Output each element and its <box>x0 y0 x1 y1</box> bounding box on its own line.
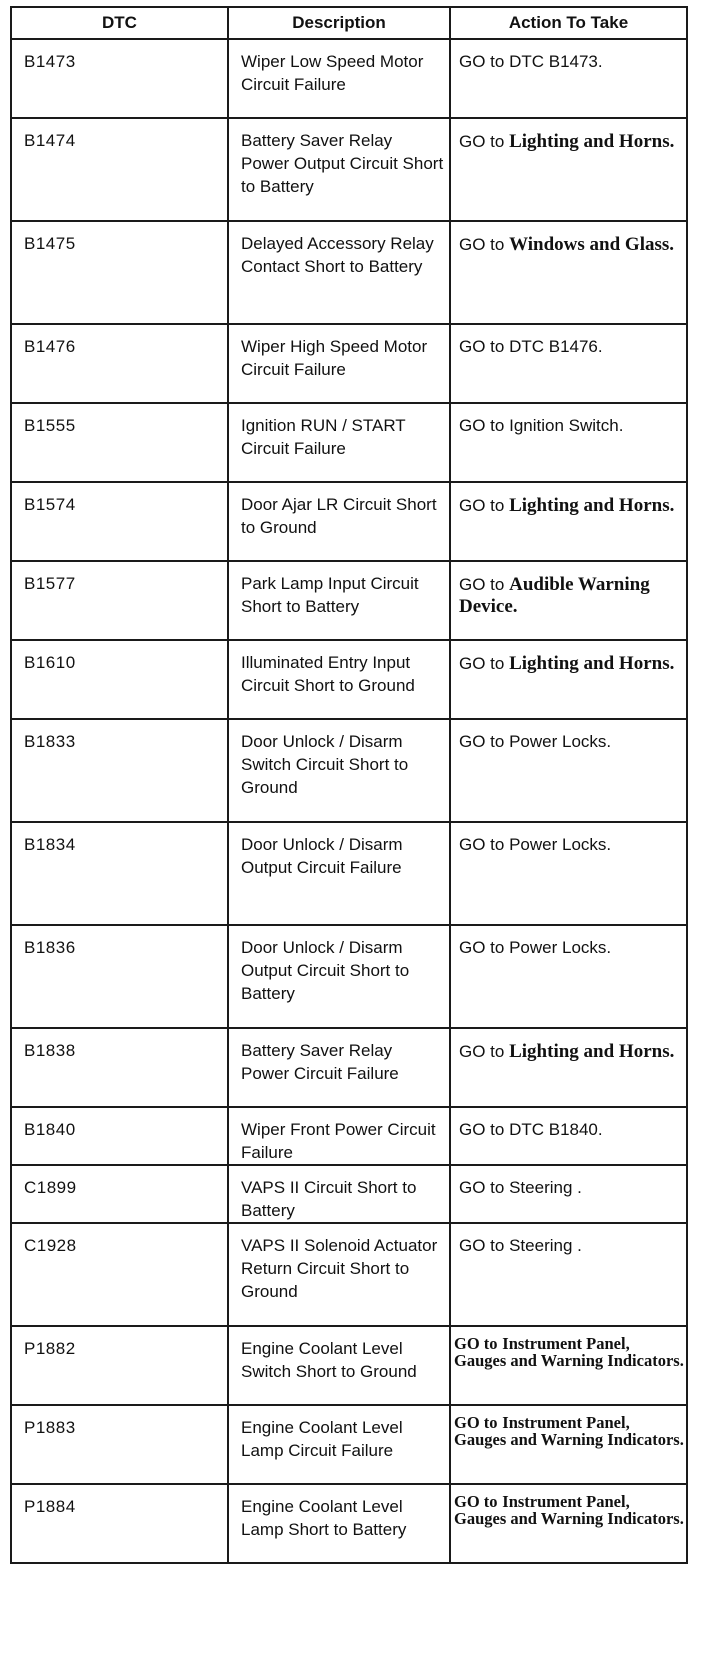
dtc-action <box>450 1223 687 1326</box>
dtc-action <box>450 221 687 324</box>
dtc-action <box>450 1326 687 1405</box>
dtc-code: P1882 <box>11 1326 228 1405</box>
dtc-description: Park Lamp Input Circuit Short to Battery <box>228 561 450 640</box>
header-row <box>11 7 687 39</box>
action-target: Steering . <box>509 1178 582 1197</box>
dtc-code: B1555 <box>11 403 228 482</box>
dtc-code: B1833 <box>11 719 228 822</box>
dtc-action <box>450 1405 687 1484</box>
table-row <box>11 118 687 221</box>
dtc-description: Ignition RUN / START Circuit Failure <box>228 403 450 482</box>
table-row <box>11 1484 687 1563</box>
dtc-description: VAPS II Solenoid Actuator Return Circuit Short to Ground <box>228 1223 450 1326</box>
dtc-action <box>450 118 687 221</box>
dtc-code: B1838 <box>11 1028 228 1107</box>
dtc-action <box>450 482 687 561</box>
dtc-code: B1610 <box>11 640 228 719</box>
dtc-action <box>450 719 687 822</box>
action-target: Power Locks. <box>509 938 612 957</box>
dtc-description: Door Unlock / Disarm Output Circuit Failure <box>228 822 450 925</box>
action-target: Ignition Switch. <box>509 416 624 435</box>
action-prefix: GO to <box>459 938 505 957</box>
action-target: Power Locks. <box>509 835 612 854</box>
action-prefix: GO to <box>459 416 505 435</box>
dtc-code: B1836 <box>11 925 228 1028</box>
table-row <box>11 719 687 822</box>
action-target: Windows and Glass. <box>509 234 675 255</box>
action-prefix: GO to <box>459 732 505 751</box>
table-row <box>11 822 687 925</box>
dtc-code: B1834 <box>11 822 228 925</box>
action-target: Lighting and Horns. <box>509 495 675 516</box>
dtc-table <box>10 6 688 1564</box>
table-row <box>11 640 687 719</box>
dtc-code: C1928 <box>11 1223 228 1326</box>
dtc-code: B1840 <box>11 1107 228 1165</box>
table-body <box>11 39 687 1563</box>
dtc-description: Engine Coolant Level Lamp Short to Battery <box>228 1484 450 1563</box>
action-prefix: GO to DTC B1473. <box>459 52 603 71</box>
action-target: Instrument Panel, Gauges and Warning Indicators. <box>454 1334 684 1370</box>
table-row <box>11 1165 687 1223</box>
dtc-description: Wiper Front Power Circuit Failure <box>228 1107 450 1165</box>
dtc-code: B1474 <box>11 118 228 221</box>
dtc-action <box>450 561 687 640</box>
action-target: Steering . <box>509 1236 582 1255</box>
table-row <box>11 39 687 118</box>
action-prefix: GO to <box>459 1236 505 1255</box>
action-prefix: GO to <box>459 235 505 254</box>
action-target: Lighting and Horns. <box>509 1041 675 1062</box>
dtc-action <box>450 925 687 1028</box>
dtc-action <box>450 324 687 403</box>
table-row <box>11 482 687 561</box>
dtc-code: B1475 <box>11 221 228 324</box>
action-target: Audible Warning Device. <box>459 574 650 617</box>
dtc-code: P1884 <box>11 1484 228 1563</box>
action-target: Instrument Panel, Gauges and Warning Indicators. <box>454 1492 684 1528</box>
dtc-code: B1476 <box>11 324 228 403</box>
table-row <box>11 1405 687 1484</box>
dtc-description: Battery Saver Relay Power Circuit Failure <box>228 1028 450 1107</box>
table-row <box>11 403 687 482</box>
table-row <box>11 1028 687 1107</box>
action-prefix: GO to <box>454 1413 498 1432</box>
action-target: Lighting and Horns. <box>509 131 675 152</box>
table-row <box>11 1223 687 1326</box>
table-row <box>11 1326 687 1405</box>
dtc-code: C1899 <box>11 1165 228 1223</box>
dtc-code: B1577 <box>11 561 228 640</box>
dtc-description: Illuminated Entry Input Circuit Short to Ground <box>228 640 450 719</box>
action-target: Power Locks. <box>509 732 612 751</box>
dtc-description: Delayed Accessory Relay Contact Short to Battery <box>228 221 450 324</box>
action-prefix: GO to <box>454 1492 498 1511</box>
action-prefix: GO to <box>459 654 505 673</box>
dtc-description: Door Unlock / Disarm Switch Circuit Short to Ground <box>228 719 450 822</box>
dtc-description: Wiper Low Speed Motor Circuit Failure <box>228 39 450 118</box>
dtc-code: P1883 <box>11 1405 228 1484</box>
dtc-action <box>450 640 687 719</box>
action-prefix: GO to <box>454 1334 498 1353</box>
dtc-description: Battery Saver Relay Power Output Circuit Short to Battery <box>228 118 450 221</box>
dtc-action <box>450 1028 687 1107</box>
table-row <box>11 221 687 324</box>
dtc-code: B1574 <box>11 482 228 561</box>
action-prefix: GO to <box>459 132 505 151</box>
table-row <box>11 925 687 1028</box>
action-prefix: GO to <box>459 496 505 515</box>
header-description: Description <box>228 7 450 39</box>
dtc-action <box>450 822 687 925</box>
dtc-action <box>450 403 687 482</box>
action-prefix: GO to DTC B1476. <box>459 337 603 356</box>
action-prefix: GO to <box>459 575 505 594</box>
table-row <box>11 1107 687 1165</box>
action-prefix: GO to <box>459 1042 505 1061</box>
action-prefix: GO to <box>459 1178 505 1197</box>
dtc-action <box>450 39 687 118</box>
dtc-description: Door Unlock / Disarm Output Circuit Short to Battery <box>228 925 450 1028</box>
table-row <box>11 561 687 640</box>
dtc-description: Engine Coolant Level Lamp Circuit Failure <box>228 1405 450 1484</box>
dtc-description: VAPS II Circuit Short to Battery <box>228 1165 450 1223</box>
dtc-description: Wiper High Speed Motor Circuit Failure <box>228 324 450 403</box>
dtc-action <box>450 1107 687 1165</box>
dtc-description: Engine Coolant Level Switch Short to Ground <box>228 1326 450 1405</box>
action-prefix: GO to DTC B1840. <box>459 1120 603 1139</box>
dtc-description: Door Ajar LR Circuit Short to Ground <box>228 482 450 561</box>
action-target: Instrument Panel, Gauges and Warning Indicators. <box>454 1413 684 1449</box>
action-prefix: GO to <box>459 835 505 854</box>
dtc-action <box>450 1165 687 1223</box>
action-target: Lighting and Horns. <box>509 653 675 674</box>
header-dtc: DTC <box>11 7 228 39</box>
dtc-action <box>450 1484 687 1563</box>
dtc-code: B1473 <box>11 39 228 118</box>
header-action: Action To Take <box>450 7 687 39</box>
table-row <box>11 324 687 403</box>
